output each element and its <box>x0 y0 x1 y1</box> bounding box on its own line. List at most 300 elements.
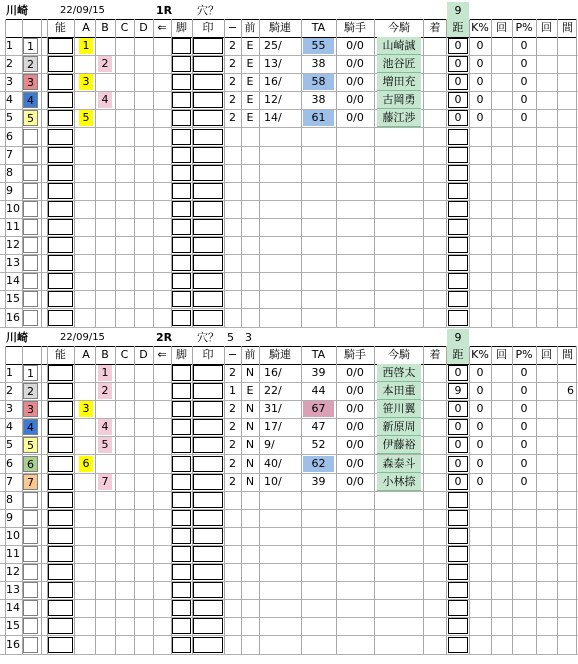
row-number: 13 <box>6 583 20 597</box>
leg-input[interactable] <box>172 255 191 271</box>
mark-input[interactable] <box>193 92 223 108</box>
leg-input[interactable] <box>172 546 191 562</box>
distance-value: 9 <box>454 384 462 398</box>
pace-code: E <box>246 57 254 71</box>
grid-divider <box>301 19 302 327</box>
column-header-kishu: 騎手 <box>344 348 366 361</box>
rider-combo: 16/ <box>264 75 282 89</box>
ability-input[interactable] <box>48 237 73 253</box>
distance-cell[interactable] <box>448 546 468 562</box>
grid-divider <box>224 346 225 654</box>
frame-cell <box>23 201 38 217</box>
mark-b <box>98 237 112 253</box>
column-header-s2: 前 <box>244 21 256 34</box>
grid-divider <box>423 346 424 654</box>
row-number: 8 <box>6 492 13 506</box>
column-header-ta: TA <box>311 21 326 34</box>
ana-label: 穴？ <box>197 4 219 17</box>
row-number: 14 <box>6 274 20 288</box>
distance-cell[interactable] <box>448 183 468 199</box>
mark-b <box>98 528 112 544</box>
stat-1: 2 <box>229 57 236 71</box>
jockey-name: 藤江渉 <box>377 109 421 127</box>
distance-cell[interactable] <box>448 129 468 145</box>
leg-input[interactable] <box>172 456 191 472</box>
row-number: 15 <box>6 292 20 306</box>
frame-cell: 3 <box>23 74 38 90</box>
mark-a <box>79 546 93 562</box>
grid-divider <box>241 346 242 654</box>
mark-a <box>79 92 93 108</box>
ability-input[interactable] <box>48 183 73 199</box>
ta-value: 55 <box>303 38 334 54</box>
rider-combo: 10/ <box>264 474 282 488</box>
grid-divider <box>192 19 193 327</box>
mark-a <box>79 291 93 307</box>
distance-value: 0 <box>454 111 462 125</box>
mark-input[interactable] <box>193 618 223 634</box>
mark-input[interactable] <box>193 237 223 253</box>
ability-input[interactable] <box>48 582 73 598</box>
column-header-b: B <box>101 21 109 34</box>
mark-a <box>79 183 93 199</box>
mark-b <box>98 38 112 54</box>
distance-cell[interactable] <box>448 255 468 271</box>
mark-b <box>98 273 112 289</box>
grid-divider <box>557 19 558 327</box>
mark-b <box>98 183 112 199</box>
row-number: 9 <box>6 183 13 197</box>
frame-cell: 3 <box>23 401 38 417</box>
p-percent: 0 <box>520 57 528 71</box>
mark-input[interactable] <box>193 474 223 490</box>
column-header-dist: 距 <box>447 346 469 364</box>
ability-input[interactable] <box>48 419 73 435</box>
ta-value: 62 <box>303 456 334 472</box>
leg-input[interactable] <box>172 618 191 634</box>
mark-a <box>79 582 93 598</box>
mark-input[interactable] <box>193 546 223 562</box>
row-number: 12 <box>6 238 20 252</box>
mark-b <box>98 165 112 181</box>
race-number: 1R <box>156 4 173 17</box>
frame-cell: 4 <box>23 419 38 435</box>
jockey-name: 笹川翼 <box>377 400 421 418</box>
mark-input[interactable] <box>193 600 223 616</box>
leg-input[interactable] <box>172 637 191 653</box>
column-header-renzoku: 騎連 <box>269 348 291 361</box>
mark-input[interactable] <box>193 492 223 508</box>
ability-input[interactable] <box>48 165 73 181</box>
venue-label: 川崎 <box>6 331 28 344</box>
ability-input[interactable] <box>48 255 73 271</box>
frame-cell: 2 <box>23 383 38 399</box>
distance-cell[interactable] <box>448 201 468 217</box>
ability-input[interactable] <box>48 600 73 616</box>
grid-divider <box>374 19 375 327</box>
mark-a <box>79 165 93 181</box>
race-date: 22/09/15 <box>60 332 105 343</box>
stat-1: 2 <box>229 402 236 416</box>
row-number: 11 <box>6 547 20 560</box>
distance-cell[interactable] <box>448 291 468 307</box>
ability-input[interactable] <box>48 365 73 381</box>
stat-1: 2 <box>229 438 236 452</box>
mark-a <box>79 201 93 217</box>
grid-divider <box>22 19 23 327</box>
ability-input[interactable] <box>48 510 73 526</box>
jockey-record: 0/0 <box>346 57 364 71</box>
distance-cell[interactable] <box>448 147 468 163</box>
column-header-kishu: 騎手 <box>344 21 366 34</box>
row-number: 6 <box>6 456 13 470</box>
p-percent: 0 <box>520 438 528 452</box>
column-header-kai2: 回 <box>541 348 552 361</box>
k-percent: 0 <box>476 93 484 107</box>
mark-input[interactable] <box>193 219 223 235</box>
distance-value: 0 <box>454 93 462 107</box>
mark-input[interactable] <box>193 456 223 472</box>
leg-input[interactable] <box>172 110 191 126</box>
distance-cell[interactable] <box>448 528 468 544</box>
leg-input[interactable] <box>172 437 191 453</box>
column-header-kan: 間 <box>562 21 573 34</box>
mark-input[interactable] <box>193 110 223 126</box>
mark-b: 2 <box>98 56 112 72</box>
mark-a <box>79 564 93 580</box>
row-number: 11 <box>6 220 20 233</box>
p-percent: 0 <box>520 456 528 470</box>
row-number: 1 <box>6 39 13 52</box>
grid-divider <box>153 346 154 654</box>
grid-divider <box>134 346 135 654</box>
jockey-name: 本田重 <box>377 382 421 400</box>
grid-divider <box>74 19 75 327</box>
jockey-name: 伊藤裕 <box>377 436 421 454</box>
ability-input[interactable] <box>48 92 73 108</box>
column-header-kyaku: 脚 <box>176 21 187 34</box>
frame-cell <box>23 129 38 145</box>
frame-cell: 1 <box>23 365 38 381</box>
rider-combo: 9/ <box>264 438 275 452</box>
leg-input[interactable] <box>172 273 191 289</box>
mark-b <box>98 74 112 90</box>
mark-input[interactable] <box>193 129 223 145</box>
interval: 6 <box>567 384 574 398</box>
frame-cell <box>23 310 38 326</box>
ability-input[interactable] <box>48 564 73 580</box>
row-number: 12 <box>6 565 20 579</box>
grid-divider <box>224 19 225 327</box>
grid-divider <box>95 346 96 654</box>
leg-input[interactable] <box>172 582 191 598</box>
grid-divider <box>536 346 537 654</box>
grid-divider <box>491 346 492 654</box>
leg-input[interactable] <box>172 201 191 217</box>
column-header-jockey: 今騎 <box>388 21 410 34</box>
grid-divider <box>134 19 135 327</box>
distance-value: 0 <box>454 366 462 379</box>
grid-divider <box>469 346 470 654</box>
ability-input[interactable] <box>48 273 73 289</box>
leg-input[interactable] <box>172 310 191 326</box>
ability-input[interactable] <box>48 437 73 453</box>
k-percent: 0 <box>476 111 484 125</box>
grid-divider <box>469 19 470 327</box>
row-number: 16 <box>6 310 20 324</box>
leg-input[interactable] <box>172 147 191 163</box>
frame-cell <box>23 492 38 508</box>
leg-input[interactable] <box>172 419 191 435</box>
mark-input[interactable] <box>193 564 223 580</box>
p-percent: 0 <box>520 420 528 434</box>
ta-value: 52 <box>311 438 326 452</box>
ability-input[interactable] <box>48 401 73 417</box>
leg-input[interactable] <box>172 528 191 544</box>
ability-input[interactable] <box>48 201 73 217</box>
mark-input[interactable] <box>193 510 223 526</box>
leg-input[interactable] <box>172 183 191 199</box>
mark-a <box>79 474 93 490</box>
distance-value: 0 <box>454 57 462 71</box>
mark-a <box>79 637 93 653</box>
k-percent: 0 <box>476 474 484 488</box>
row-number: 1 <box>6 366 13 379</box>
column-header-renzoku: 騎連 <box>269 21 291 34</box>
mark-a <box>79 147 93 163</box>
grid-divider <box>171 346 172 654</box>
distance-cell[interactable] <box>448 237 468 253</box>
mark-input[interactable] <box>193 147 223 163</box>
mark-input[interactable] <box>193 383 223 399</box>
jockey-record: 0/0 <box>346 474 364 488</box>
grid-divider <box>22 346 23 654</box>
leg-input[interactable] <box>172 237 191 253</box>
mark-input[interactable] <box>193 528 223 544</box>
leg-input[interactable] <box>172 219 191 235</box>
jockey-record: 0/0 <box>346 402 364 416</box>
distance-cell[interactable] <box>448 310 468 326</box>
k-percent: 0 <box>476 366 484 379</box>
interval <box>558 436 577 454</box>
p-percent: 0 <box>520 75 528 89</box>
column-header-chaku: 着 <box>429 21 441 34</box>
mark-input[interactable] <box>193 437 223 453</box>
leg-input[interactable] <box>172 600 191 616</box>
leg-input[interactable] <box>172 383 191 399</box>
mark-input[interactable] <box>193 401 223 417</box>
stat-1: 2 <box>229 111 236 125</box>
mark-input[interactable] <box>193 201 223 217</box>
mark-a: 3 <box>79 401 93 417</box>
ana-label: 穴？ <box>197 331 219 344</box>
ability-input[interactable] <box>48 637 73 653</box>
column-header-kai1: 回 <box>496 21 507 34</box>
frame-cell: 1 <box>23 38 38 54</box>
frame-cell: 5 <box>23 110 38 126</box>
ta-value: 38 <box>311 57 326 71</box>
column-header-s1: − <box>227 21 238 34</box>
mark-input[interactable] <box>193 637 223 653</box>
column-header-b: B <box>101 348 109 361</box>
interval <box>558 91 577 109</box>
column-header-no: 能 <box>55 348 66 361</box>
column-header-c: C <box>120 21 129 34</box>
rider-combo: 25/ <box>264 39 282 52</box>
mark-input[interactable] <box>193 165 223 181</box>
mark-a <box>79 510 93 526</box>
ability-input[interactable] <box>48 56 73 72</box>
pace-code: N <box>245 366 255 379</box>
distance-cell[interactable] <box>448 618 468 634</box>
k-percent: 0 <box>476 384 484 398</box>
column-header-p: P% <box>515 21 533 34</box>
leg-input[interactable] <box>172 365 191 381</box>
pace-code: N <box>245 438 255 452</box>
leg-input[interactable] <box>172 492 191 508</box>
k-percent: 0 <box>476 456 484 470</box>
mark-input[interactable] <box>193 56 223 72</box>
mark-input[interactable] <box>193 419 223 435</box>
mark-input[interactable] <box>193 582 223 598</box>
mark-b <box>98 201 112 217</box>
race-date: 22/09/15 <box>60 5 105 16</box>
frame-cell <box>23 183 38 199</box>
leg-input[interactable] <box>172 38 191 54</box>
distance-cell[interactable] <box>448 165 468 181</box>
row-number: 15 <box>6 619 20 633</box>
frame-cell <box>23 237 38 253</box>
leg-input[interactable] <box>172 291 191 307</box>
distance-cell[interactable] <box>448 492 468 508</box>
leg-input[interactable] <box>172 401 191 417</box>
stat-1: 2 <box>229 75 236 89</box>
ta-value: 47 <box>311 420 326 434</box>
mark-input[interactable] <box>193 38 223 54</box>
grid-divider <box>115 346 116 654</box>
grid-divider <box>374 346 375 654</box>
mark-b <box>98 310 112 326</box>
jockey-record: 0/0 <box>346 39 364 52</box>
rider-combo: 14/ <box>264 111 282 125</box>
k-percent: 0 <box>476 420 484 434</box>
interval <box>558 473 577 491</box>
mark-input[interactable] <box>193 310 223 326</box>
ability-input[interactable] <box>48 474 73 490</box>
ability-input[interactable] <box>48 456 73 472</box>
row-number: 7 <box>6 474 13 488</box>
grid-divider <box>557 346 558 654</box>
column-header-a: A <box>82 348 90 361</box>
leg-input[interactable] <box>172 129 191 145</box>
rider-combo: 31/ <box>264 402 282 416</box>
ability-input[interactable] <box>48 291 73 307</box>
mark-input[interactable] <box>193 183 223 199</box>
distance-cell[interactable] <box>448 219 468 235</box>
stat-1: 2 <box>229 420 236 434</box>
ability-input[interactable] <box>48 110 73 126</box>
jockey-record: 0/0 <box>346 438 364 452</box>
frame-cell <box>23 255 38 271</box>
leg-input[interactable] <box>172 56 191 72</box>
leg-input[interactable] <box>172 510 191 526</box>
distance-cell[interactable] <box>448 637 468 653</box>
distance-cell[interactable] <box>448 600 468 616</box>
frame-cell <box>23 546 38 562</box>
ability-input[interactable] <box>48 219 73 235</box>
grid-divider <box>171 19 172 327</box>
mark-input[interactable] <box>193 74 223 90</box>
ability-input[interactable] <box>48 74 73 90</box>
row-number: 13 <box>6 256 20 270</box>
column-header-arrow: ⇐ <box>157 21 167 34</box>
pace-code: E <box>246 75 254 89</box>
ability-input[interactable] <box>48 528 73 544</box>
ability-input[interactable] <box>48 310 73 326</box>
grid-divider <box>576 19 577 327</box>
leg-input[interactable] <box>172 564 191 580</box>
ta-value: 58 <box>303 74 334 90</box>
venue-label: 川崎 <box>6 4 28 17</box>
column-header-in: 印 <box>202 21 214 34</box>
ability-input[interactable] <box>48 618 73 634</box>
distance-cell[interactable] <box>448 582 468 598</box>
interval <box>558 400 577 418</box>
frame-cell: 6 <box>23 456 38 472</box>
frame-cell <box>23 528 38 544</box>
ana-numbers: 5 3 <box>227 331 252 344</box>
ability-input[interactable] <box>48 147 73 163</box>
ta-value: 44 <box>311 384 326 398</box>
mark-input[interactable] <box>193 273 223 289</box>
column-header-p: P% <box>515 348 533 361</box>
distance-value: 0 <box>454 474 462 488</box>
interval <box>558 364 577 382</box>
column-header-kai1: 回 <box>496 348 507 361</box>
ability-input[interactable] <box>48 38 73 54</box>
ability-input[interactable] <box>48 492 73 508</box>
race-number: 2R <box>156 331 173 344</box>
mark-input[interactable] <box>193 365 223 381</box>
mark-a <box>79 600 93 616</box>
leg-input[interactable] <box>172 165 191 181</box>
row-number: 4 <box>6 420 13 434</box>
leg-input[interactable] <box>172 92 191 108</box>
distance-cell[interactable] <box>448 564 468 580</box>
grid-divider <box>153 19 154 327</box>
jockey-record: 0/0 <box>346 456 364 470</box>
rider-combo: 17/ <box>264 420 282 434</box>
mark-b: 1 <box>98 365 112 381</box>
distance-cell[interactable] <box>448 510 468 526</box>
mark-input[interactable] <box>193 255 223 271</box>
p-percent: 0 <box>520 366 528 379</box>
distance-cell[interactable] <box>448 273 468 289</box>
ability-input[interactable] <box>48 129 73 145</box>
pace-code: N <box>245 474 255 488</box>
row-number: 5 <box>6 438 13 452</box>
jockey-name: 増田充 <box>377 73 421 91</box>
ability-input[interactable] <box>48 383 73 399</box>
mark-input[interactable] <box>193 291 223 307</box>
ability-input[interactable] <box>48 546 73 562</box>
leg-input[interactable] <box>172 474 191 490</box>
ta-value: 38 <box>311 93 326 107</box>
jockey-record: 0/0 <box>346 366 364 379</box>
mark-b: 7 <box>98 474 112 490</box>
leg-input[interactable] <box>172 74 191 90</box>
jockey-name: 森泰斗 <box>377 455 421 473</box>
